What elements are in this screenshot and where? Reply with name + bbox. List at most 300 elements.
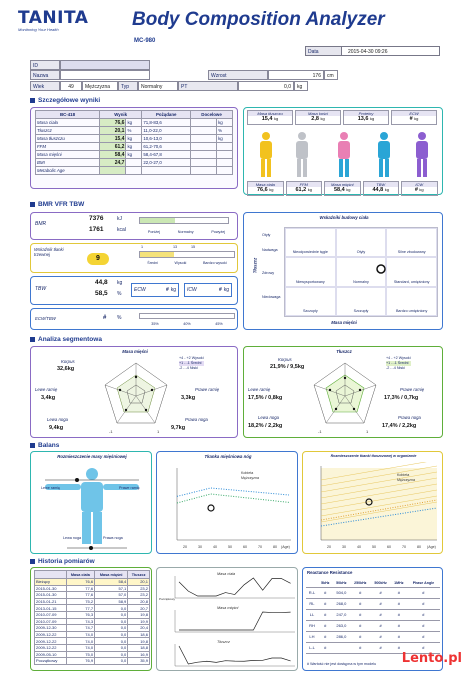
name-label: Nazwa	[30, 70, 60, 80]
detail-cell-unit: %	[126, 127, 142, 135]
section-segment: Analiza segmentowa	[30, 336, 102, 343]
reactance-cell: #	[318, 598, 333, 609]
section-detailed-results: Szczegółowe wyniki	[30, 97, 100, 104]
history-cell: 0,0	[95, 631, 128, 638]
reactance-header: 250kHz	[350, 579, 370, 587]
brand-name: TANITA	[18, 8, 89, 28]
reactance-cell: #	[350, 587, 370, 598]
history-cell: 18,6	[128, 631, 150, 638]
leg-muscle-panel: Tkanka mięśniowa nóg Kobieta Mężczyzna 20 30 40 50 60 70 80 (Age)	[156, 451, 298, 554]
bmr-kj-unit: kJ	[117, 216, 122, 222]
build-cell: Bardzo umięśniony	[386, 287, 437, 316]
reactance-cell: RL	[306, 598, 318, 609]
visceral-fat-value: 9	[87, 253, 109, 265]
reactance-note: # Wartość nie jest dostępna w tym modelu	[307, 662, 377, 666]
detail-cell-target-unit: kg	[217, 135, 233, 143]
muscle-legend: +4 - +2 Wysoki +1 - -1 Średni -2 - -4 Niski	[179, 356, 204, 370]
type-label: Typ	[118, 81, 138, 91]
detail-cell-target	[191, 167, 217, 175]
reactance-cell: #	[407, 620, 440, 631]
history-row	[35, 611, 150, 618]
body-composition-panel	[243, 107, 443, 195]
height-value: 176	[268, 70, 324, 80]
history-cell: 76,9	[66, 658, 95, 665]
history-row	[35, 592, 150, 599]
reactance-cell: #	[391, 620, 407, 631]
reactance-cell: 504,0	[333, 587, 351, 598]
page-title: Body Composition Analyzer	[132, 9, 385, 30]
col-desired: Pożądane	[142, 111, 191, 119]
history-chart-title: Tłuszcz	[217, 640, 230, 644]
detail-cell-label: BMI	[36, 159, 100, 167]
reactance-cell: #	[370, 620, 390, 631]
ecw-tbw-scale: 35% 40% 45%	[151, 322, 223, 326]
detail-cell-range: 11,0-22,0	[142, 127, 191, 135]
tbw-kg-value: 44,8	[95, 279, 108, 286]
date-label: Data	[306, 47, 342, 55]
history-cell: 2009-12-22	[35, 638, 67, 645]
svg-text:-1: -1	[109, 429, 113, 434]
history-cell: 2015-01-30	[35, 592, 67, 599]
tbw-panel: TBW 44,8 kg 58,5 % ECW # kg ICW # kg	[30, 276, 238, 305]
reactance-cell: #	[350, 609, 370, 620]
body-comp-box: Masa ciała 76,6 kg	[247, 181, 284, 196]
reactance-cell: #	[318, 620, 333, 631]
history-cell: 20,1	[128, 579, 150, 586]
x-tick: 20	[183, 545, 187, 549]
history-cell: 16,9	[128, 651, 150, 658]
detail-cell-target	[191, 143, 217, 151]
ecw-tbw-panel: ECW/TBW # % 35% 40% 45%	[30, 308, 238, 330]
history-cell: 2009-12-30	[35, 625, 67, 632]
square-bullet-icon	[30, 443, 35, 448]
detail-cell-range: 22,0-27,0	[142, 159, 191, 167]
body-figure-yellow-icon	[260, 132, 272, 177]
build-cell: Nieodpowiednie tęgie	[285, 228, 336, 257]
detail-cell-value: 61,2	[100, 143, 126, 151]
age-value: 49	[60, 81, 82, 91]
history-series	[179, 612, 291, 630]
detail-cell-target-unit	[217, 159, 233, 167]
svg-text:1: 1	[157, 429, 160, 434]
x-tick: 40	[357, 545, 361, 549]
build-cell: Otyły	[336, 228, 387, 257]
history-cell: 2010-07-09	[35, 618, 67, 625]
x-tick: 80	[417, 545, 421, 549]
history-row	[35, 618, 150, 625]
reactance-cell: #	[318, 631, 333, 642]
history-cell: 76,6	[66, 579, 95, 586]
history-row	[35, 625, 150, 632]
reactance-row	[306, 609, 440, 620]
watermark: Lento.pl	[401, 651, 462, 666]
x-tick: 60	[243, 545, 247, 549]
body-comp-box: Masa kości 2,8 kg	[295, 110, 341, 125]
history-cell: 23,2	[128, 592, 150, 599]
body-comp-box: ICW # kg	[401, 181, 438, 196]
visceral-fat-scale: Średni Wysoki Bardzo wysoki	[147, 261, 227, 265]
tbw-label: TBW	[35, 286, 47, 292]
history-cell: 0,0	[95, 658, 128, 665]
body-figure-purple-icon	[416, 132, 428, 177]
bmr-panel	[30, 212, 238, 240]
history-table	[34, 570, 150, 665]
x-tick: 70	[402, 545, 406, 549]
history-row	[35, 658, 150, 665]
history-cell: 0,0	[95, 625, 128, 632]
square-bullet-icon	[30, 559, 35, 564]
reactance-cell: 263,0	[333, 620, 351, 631]
history-cell: 77,6	[66, 592, 95, 599]
muscle-distribution-panel: Rozmieszczenie masy mięśniowej Lewe ramię Prawe ramię Lewa noga Prawa noga	[30, 451, 152, 554]
body-comp-box: Masa tłuszczu 15,4 kg	[247, 110, 293, 125]
segment-muscle-panel: Masa mięśni +4 - +2 Wysoki +1 - -1 Średni -2 - -4 Niski Korpus 32,6kg Lewe ramię 3,4kg Prawe ramię 3,3kg Lewa noga 9,4kg Prawa noga 9,7kg -1 1	[30, 346, 238, 438]
tbw-pct-value: 58,5	[95, 290, 108, 297]
history-row	[35, 605, 150, 612]
history-chart-title: Masa mięśni	[217, 606, 239, 610]
history-chart-title: Masa ciała	[217, 572, 236, 576]
bmr-kcal-value: 1761	[89, 226, 104, 233]
detail-cell-unit: kg	[126, 135, 142, 143]
history-cell: 0,0	[95, 638, 128, 645]
reactance-cell: #	[391, 631, 407, 642]
history-charts-panel	[156, 567, 298, 671]
history-cell: 77,6	[66, 585, 95, 592]
reactance-title: Reactance Resistance	[307, 570, 353, 575]
detail-cell-label: Masa tłuszczu	[36, 135, 100, 143]
brand-tagline: Monitoring Your Health	[18, 27, 59, 32]
current-marker	[208, 505, 214, 511]
history-header: Masa ciała	[66, 571, 95, 579]
icw-box: ICW # kg	[184, 283, 232, 297]
x-tick: 50	[372, 545, 376, 549]
history-cell: 20,4	[128, 625, 150, 632]
reactance-cell: #	[407, 609, 440, 620]
reactance-cell: #	[370, 609, 390, 620]
name-value	[60, 70, 150, 80]
body-comp-box: TBW 44,8 kg	[363, 181, 400, 196]
body-comp-box: Proteiny 13,6 kg	[343, 110, 389, 125]
visceral-fat-bar	[139, 251, 235, 258]
col-model: BC-418	[36, 111, 100, 119]
reactance-cell: LL	[306, 609, 318, 620]
bmr-kcal-unit: kcal	[117, 227, 126, 233]
build-marker	[284, 227, 438, 317]
reactance-header: 5kHz	[318, 579, 333, 587]
detail-cell-unit: kg	[126, 151, 142, 159]
history-row	[35, 598, 150, 605]
history-cell: 20,7	[128, 605, 150, 612]
x-tick: 30	[198, 545, 202, 549]
reactance-cell: RH	[306, 620, 318, 631]
age-label: Wiek	[30, 81, 60, 91]
detail-cell-target	[191, 135, 217, 143]
col-target: Docelowe	[191, 111, 233, 119]
x-tick: 70	[258, 545, 262, 549]
reactance-cell: 247,0	[333, 609, 351, 620]
build-cell: Szczupły	[336, 287, 387, 316]
detail-cell-range: 61,2-70,6	[142, 143, 191, 151]
muscle-title: Masa mięśni	[122, 349, 148, 354]
reactance-row	[306, 631, 440, 642]
reactance-cell: #	[350, 631, 370, 642]
muscle-torso-value: 32,6kg	[57, 366, 75, 372]
detail-row	[36, 119, 233, 127]
reactance-row	[306, 598, 440, 609]
build-cell: Normalny	[336, 257, 387, 286]
detail-cell-target-unit	[217, 151, 233, 159]
build-cell: Standard, umięśniony	[386, 257, 437, 286]
reactance-row	[306, 620, 440, 631]
series-male	[177, 488, 289, 496]
reactance-cell: #	[318, 609, 333, 620]
reactance-cell: #	[391, 609, 407, 620]
legend-male: Mężczyzna	[241, 476, 259, 480]
build-cell: Szczupły	[285, 287, 336, 316]
history-series	[179, 578, 291, 596]
series-female	[177, 494, 289, 503]
reactance-cell: 268,0	[333, 598, 351, 609]
square-bullet-icon	[30, 202, 35, 207]
date-value: 2015-04-30 09:26	[348, 49, 388, 55]
detail-cell-value: 58,4	[100, 151, 126, 159]
detail-row	[36, 127, 233, 135]
history-cell: 2009-12-22	[35, 644, 67, 651]
height-unit: cm	[324, 70, 338, 80]
plot-bg	[321, 468, 437, 540]
ecw-tbw-label: ECW/TBW	[35, 316, 56, 321]
reactance-header: Phase Angle	[407, 579, 440, 587]
history-cell: 0,0	[95, 644, 128, 651]
history-cell: 75,2	[66, 598, 95, 605]
detail-cell-target	[191, 151, 217, 159]
detail-cell-range: 58,4-67,8	[142, 151, 191, 159]
muscle-radar	[101, 357, 171, 435]
reactance-cell: 286,0	[333, 631, 351, 642]
reactance-cell: R-L	[306, 587, 318, 598]
reactance-row	[306, 587, 440, 598]
detail-cell-unit	[126, 167, 142, 175]
fat-title: Tłuszcz	[336, 349, 352, 354]
history-cell: 74,0	[66, 638, 95, 645]
history-cell: 58,9	[95, 598, 128, 605]
detail-cell-target-unit: kg	[217, 119, 233, 127]
history-cell: 18,8	[128, 644, 150, 651]
detail-cell-label: Masa ciała	[36, 119, 100, 127]
reactance-cell: #	[391, 598, 407, 609]
history-cell: 74,0	[66, 631, 95, 638]
history-cell: 57,1	[95, 585, 128, 592]
legend-female: Kobieta	[241, 471, 254, 475]
fat-distribution-chart	[307, 462, 442, 552]
body-figure-blue-icon	[378, 132, 390, 177]
detail-row	[36, 151, 233, 159]
square-bullet-icon	[30, 337, 35, 342]
ecw-tbw-bar	[139, 313, 235, 319]
history-cell: 2009-12-22	[35, 631, 67, 638]
history-cell: 0,0	[95, 651, 128, 658]
history-header: Masa mięśni	[95, 571, 128, 579]
tanita-logo	[18, 8, 96, 34]
detail-cell-value: 76,6	[100, 119, 126, 127]
bmr-kj-value: 7376	[89, 215, 104, 222]
history-row	[35, 579, 150, 586]
history-cell: 74,3	[66, 618, 95, 625]
detail-cell-range	[142, 167, 191, 175]
legend-male: Mężczyzna	[397, 478, 415, 482]
history-cell: 19,9	[128, 618, 150, 625]
x-tick: 50	[228, 545, 232, 549]
detail-cell-value: 15,4	[100, 135, 126, 143]
reactance-cell: #	[391, 587, 407, 598]
body-figure-pink-icon	[338, 132, 350, 177]
build-y-label: Tłuszcz	[252, 257, 258, 274]
history-cell: 2010-07-09	[35, 611, 67, 618]
svg-text:-1: -1	[318, 429, 322, 434]
history-row	[35, 585, 150, 592]
history-cell: 74,0	[66, 644, 95, 651]
detail-cell-target	[191, 119, 217, 127]
reactance-cell: #	[370, 587, 390, 598]
ecw-tbw-value: #	[103, 315, 107, 321]
bmr-bar	[139, 217, 229, 224]
detail-cell-unit	[126, 159, 142, 167]
detail-cell-target-unit	[217, 143, 233, 151]
history-row	[35, 631, 150, 638]
reactance-header	[306, 579, 318, 587]
body-build-panel: Wskaźniki budowy ciała Tłuszcz Otyły Nadwaga Zdrowy Niedowaga Nieodpowiednie tęgie Otyły Silne zbudowany Niewysportowany Normalny Standard, umięśniony Szczupły Szczupły Bardzo umięśniony Masa mięśni	[243, 212, 443, 330]
reactance-header: 500kHz	[370, 579, 390, 587]
bmr-label: BMR	[35, 221, 47, 227]
reactance-cell: #	[391, 642, 407, 653]
detail-row	[36, 143, 233, 151]
history-cell: 19,8	[128, 611, 150, 618]
body-figure-gray-icon	[296, 132, 308, 177]
history-table-panel	[30, 567, 152, 671]
history-cell: 77,7	[66, 605, 95, 612]
history-cell: 2015-01-30	[35, 585, 67, 592]
history-row	[35, 638, 150, 645]
reactance-cell: #	[370, 598, 390, 609]
detail-cell-value: 24,7	[100, 159, 126, 167]
history-row	[35, 651, 150, 658]
body-comp-box: Masa mięśni 58,4 kg	[324, 181, 361, 196]
history-cell: 0,0	[95, 605, 128, 612]
reactance-header: 1MHz	[391, 579, 407, 587]
detail-row	[36, 159, 233, 167]
x-tick: 40	[213, 545, 217, 549]
fat-radar	[310, 357, 380, 435]
detail-table	[35, 110, 233, 175]
pt-value: 0,0	[238, 81, 294, 91]
detail-cell-range: 10,6-13,0	[142, 135, 191, 143]
detail-cell-range: 71,8-83,6	[142, 119, 191, 127]
build-cell: Silne zbudowany	[386, 228, 437, 257]
section-balance: Balans	[30, 442, 59, 449]
history-cell: 0,0	[95, 618, 128, 625]
detail-panel	[30, 107, 238, 189]
pt-label: PT	[178, 81, 238, 91]
reactance-cell: #	[350, 598, 370, 609]
reactance-cell: LH	[306, 631, 318, 642]
detail-row	[36, 135, 233, 143]
x-unit: (Age)	[281, 545, 290, 549]
reactance-cell: #	[370, 631, 390, 642]
body-comp-box: FFM 61,2 kg	[286, 181, 323, 196]
leg-muscle-chart	[163, 464, 295, 552]
reactance-cell: #	[350, 620, 370, 631]
sex-value: Mężczyzna	[82, 81, 118, 91]
section-history: Historia pomiarów	[30, 558, 95, 565]
detail-cell-label: Metabolic Age	[36, 167, 100, 175]
history-cell: 75,0	[66, 651, 95, 658]
segment-fat-panel: Tłuszcz +4 - +2 Wysoki +1 - -1 Średni -2 - -4 Niski Korpus 21,9% / 9,5kg Lewe ramię 17,5% / 0,8kg Prawe ramię 17,3% / 0,7kg Lewa noga 18,2% / 2,2kg Prawa noga 17,4% / 2,2kg -1 1	[243, 346, 443, 438]
visceral-fat-panel: Wskaźnik tłanki trzewnej 9 1 13 15 Średni Wysoki Bardzo wysoki	[30, 243, 238, 273]
reactance-cell: #	[407, 598, 440, 609]
x-tick: 30	[342, 545, 346, 549]
fat-legend: +4 - +2 Wysoki +1 - -1 Średni -2 - -4 Niski	[386, 356, 411, 370]
detail-row	[36, 167, 233, 175]
reactance-cell: #	[407, 587, 440, 598]
history-cell: 58,4	[95, 579, 128, 586]
detail-cell-unit: kg	[126, 119, 142, 127]
legend-female: Kobieta	[397, 473, 410, 477]
history-cell: 76,3	[66, 611, 95, 618]
build-cell: Niewysportowany	[285, 257, 336, 286]
history-cell: 19,8	[128, 638, 150, 645]
reactance-cell: #	[370, 642, 390, 653]
build-x-label: Masa mięśni	[331, 320, 357, 325]
detail-cell-label: Tłuszcz	[36, 127, 100, 135]
bmr-scale: Poniżej Normalny Powyżej	[147, 230, 226, 234]
col-result: Wynik	[100, 111, 142, 119]
reactance-cell: L-L	[306, 642, 318, 653]
history-cell: 35,9	[128, 658, 150, 665]
history-cell: 2013-01-15	[35, 605, 67, 612]
history-row	[35, 644, 150, 651]
model-number: MC-980	[134, 38, 156, 44]
history-cell: 2009-05-10	[35, 651, 67, 658]
id-label: ID	[30, 60, 60, 70]
height-label: Wzrost	[208, 70, 268, 80]
detail-cell-target-unit: %	[217, 127, 233, 135]
square-bullet-icon	[30, 98, 35, 103]
reactance-table	[306, 579, 440, 654]
detail-cell-value	[100, 167, 126, 175]
reactance-cell: #	[318, 642, 333, 653]
x-tick: 20	[327, 545, 331, 549]
x-unit: (Age)	[427, 545, 436, 549]
history-cell: 74,7	[66, 625, 95, 632]
reactance-cell: #	[407, 631, 440, 642]
patient-info	[30, 60, 440, 93]
section-bmr: BMR VFR TBW	[30, 201, 84, 208]
reactance-cell: #	[318, 587, 333, 598]
body-comp-box: ECW # kg	[391, 110, 437, 125]
x-tick: 60	[387, 545, 391, 549]
type-value: Normalny	[138, 81, 178, 91]
detail-cell-label: Masa mięśni	[36, 151, 100, 159]
date-box	[305, 46, 440, 56]
reactance-header: 50kHz	[333, 579, 351, 587]
history-header: Tłuszcz	[128, 571, 150, 579]
history-series	[179, 646, 291, 664]
reactance-cell	[333, 642, 351, 653]
build-title: Wskaźniki budowy ciała	[319, 215, 369, 220]
visceral-fat-label: Wskaźnik tłanki trzewnej	[34, 247, 64, 257]
pt-unit: kg	[294, 81, 308, 91]
history-cell: 23,2	[128, 585, 150, 592]
